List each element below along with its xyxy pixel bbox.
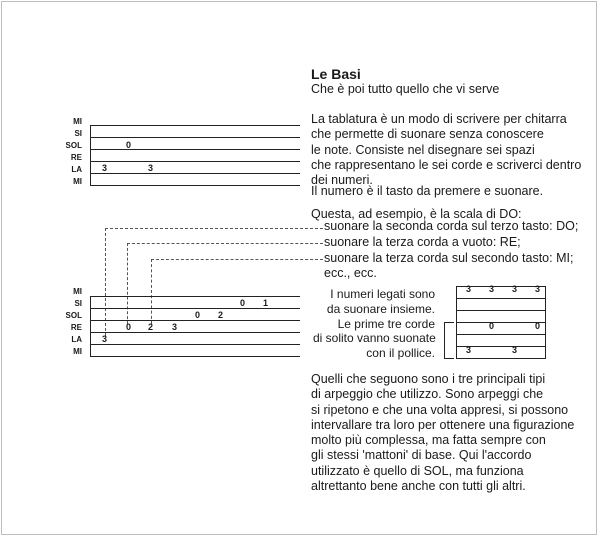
tab-string-line	[90, 344, 300, 345]
tab-string-line	[90, 173, 300, 174]
tab-string-line	[90, 296, 300, 297]
connector-line	[127, 243, 128, 324]
tie-bracket	[444, 358, 454, 359]
tab-string-line	[456, 310, 546, 311]
tie-bracket	[444, 322, 454, 323]
tab-string-line	[456, 358, 546, 359]
fret-number: 3	[102, 163, 108, 173]
page-subtitle: Che è poi tutto quello che vi serve	[311, 82, 500, 96]
tab-string-line	[90, 320, 300, 321]
tie-bracket	[444, 322, 445, 358]
intro-paragraph: La tablatura è un modo di scrivere per chitarra che permette di suonare senza conoscere le note. Consiste nel disegnare sei spazi che rappresentano le sei corde e scriverci dentro dei numeri.	[311, 112, 582, 188]
tied-notes-caption: I numeri legati sono da suonare insieme. Le prime tre corde di solito vanno suonate con il pollice.	[313, 287, 436, 361]
tab-string-line	[456, 334, 546, 335]
string-label: SI	[74, 299, 82, 308]
string-label: SI	[74, 129, 82, 138]
tab-string-line	[90, 125, 300, 126]
fret-number: 2	[218, 310, 224, 320]
arpeggio-paragraph: Quelli che seguono sono i tre principali tipi di arpeggio che utilizzo. Sono arpeggi che si ripetono e che una volta appresi, si possono intervallare tra loro per ottenere una figurazione molto più complessa, ma fatta sempre con gli stessi 'mattoni' di base. Qui l'accordo utilizzato è quello di SOL, ma funziona altrettanto bene anche con tutti gli altri.	[311, 372, 575, 494]
tab-bar-line	[90, 125, 91, 185]
scale-step-2: suonare la terza corda a vuoto: RE;	[324, 235, 521, 249]
tab-string-line	[90, 185, 300, 186]
scale-step-etc: ecc., ecc.	[324, 266, 377, 280]
fret-number: 0	[489, 321, 495, 331]
fret-number: 3	[466, 284, 472, 294]
string-label: MI	[73, 287, 82, 296]
fret-number: 3	[512, 284, 518, 294]
fret-explanation: Il numero è il tasto da premere e suonare.	[311, 184, 544, 198]
tab-string-line	[90, 332, 300, 333]
scale-step-3: suonare la terza corda sul secondo tasto: MI;	[324, 251, 574, 265]
scale-intro: Questa, ad esempio, è la scala di DO:	[311, 207, 522, 221]
string-label: MI	[73, 117, 82, 126]
string-label: SOL	[65, 311, 82, 320]
tab-bar-line	[90, 296, 91, 356]
fret-number: 0	[195, 310, 201, 320]
fret-number: 0	[535, 321, 541, 331]
tab-string-line	[456, 322, 546, 323]
fret-number: 0	[240, 298, 246, 308]
fret-number: 3	[512, 345, 518, 355]
string-label: LA	[71, 335, 82, 344]
fret-number: 3	[172, 322, 178, 332]
tab-string-line	[456, 298, 546, 299]
fret-number: 3	[102, 334, 108, 344]
tab-string-line	[90, 149, 300, 150]
string-label: RE	[70, 323, 82, 332]
string-label: SOL	[65, 141, 82, 150]
string-label: MI	[73, 347, 82, 356]
tab-bar-line	[456, 286, 457, 358]
scale-step-1: suonare la seconda corda sul terzo tasto: DO;	[324, 219, 579, 233]
string-label: RE	[70, 153, 82, 162]
fret-number: 3	[148, 163, 154, 173]
string-label: MI	[73, 177, 82, 186]
fret-number: 0	[126, 322, 132, 332]
tab-string-line	[90, 356, 300, 357]
tab-string-line	[90, 137, 300, 138]
fret-number: 0	[126, 140, 132, 150]
connector-line	[151, 259, 152, 324]
fret-number: 3	[535, 284, 541, 294]
fret-number: 3	[489, 284, 495, 294]
fret-number: 1	[263, 298, 269, 308]
tab-string-line	[90, 308, 300, 309]
tab-bar-line	[545, 286, 546, 358]
fret-number: 3	[466, 345, 472, 355]
tab-string-line	[90, 161, 300, 162]
fret-number: 2	[148, 322, 154, 332]
string-label: LA	[71, 165, 82, 174]
connector-line	[105, 228, 323, 229]
connector-line	[127, 243, 323, 244]
connector-line	[151, 259, 323, 260]
page-title: Le Basi	[311, 66, 361, 82]
